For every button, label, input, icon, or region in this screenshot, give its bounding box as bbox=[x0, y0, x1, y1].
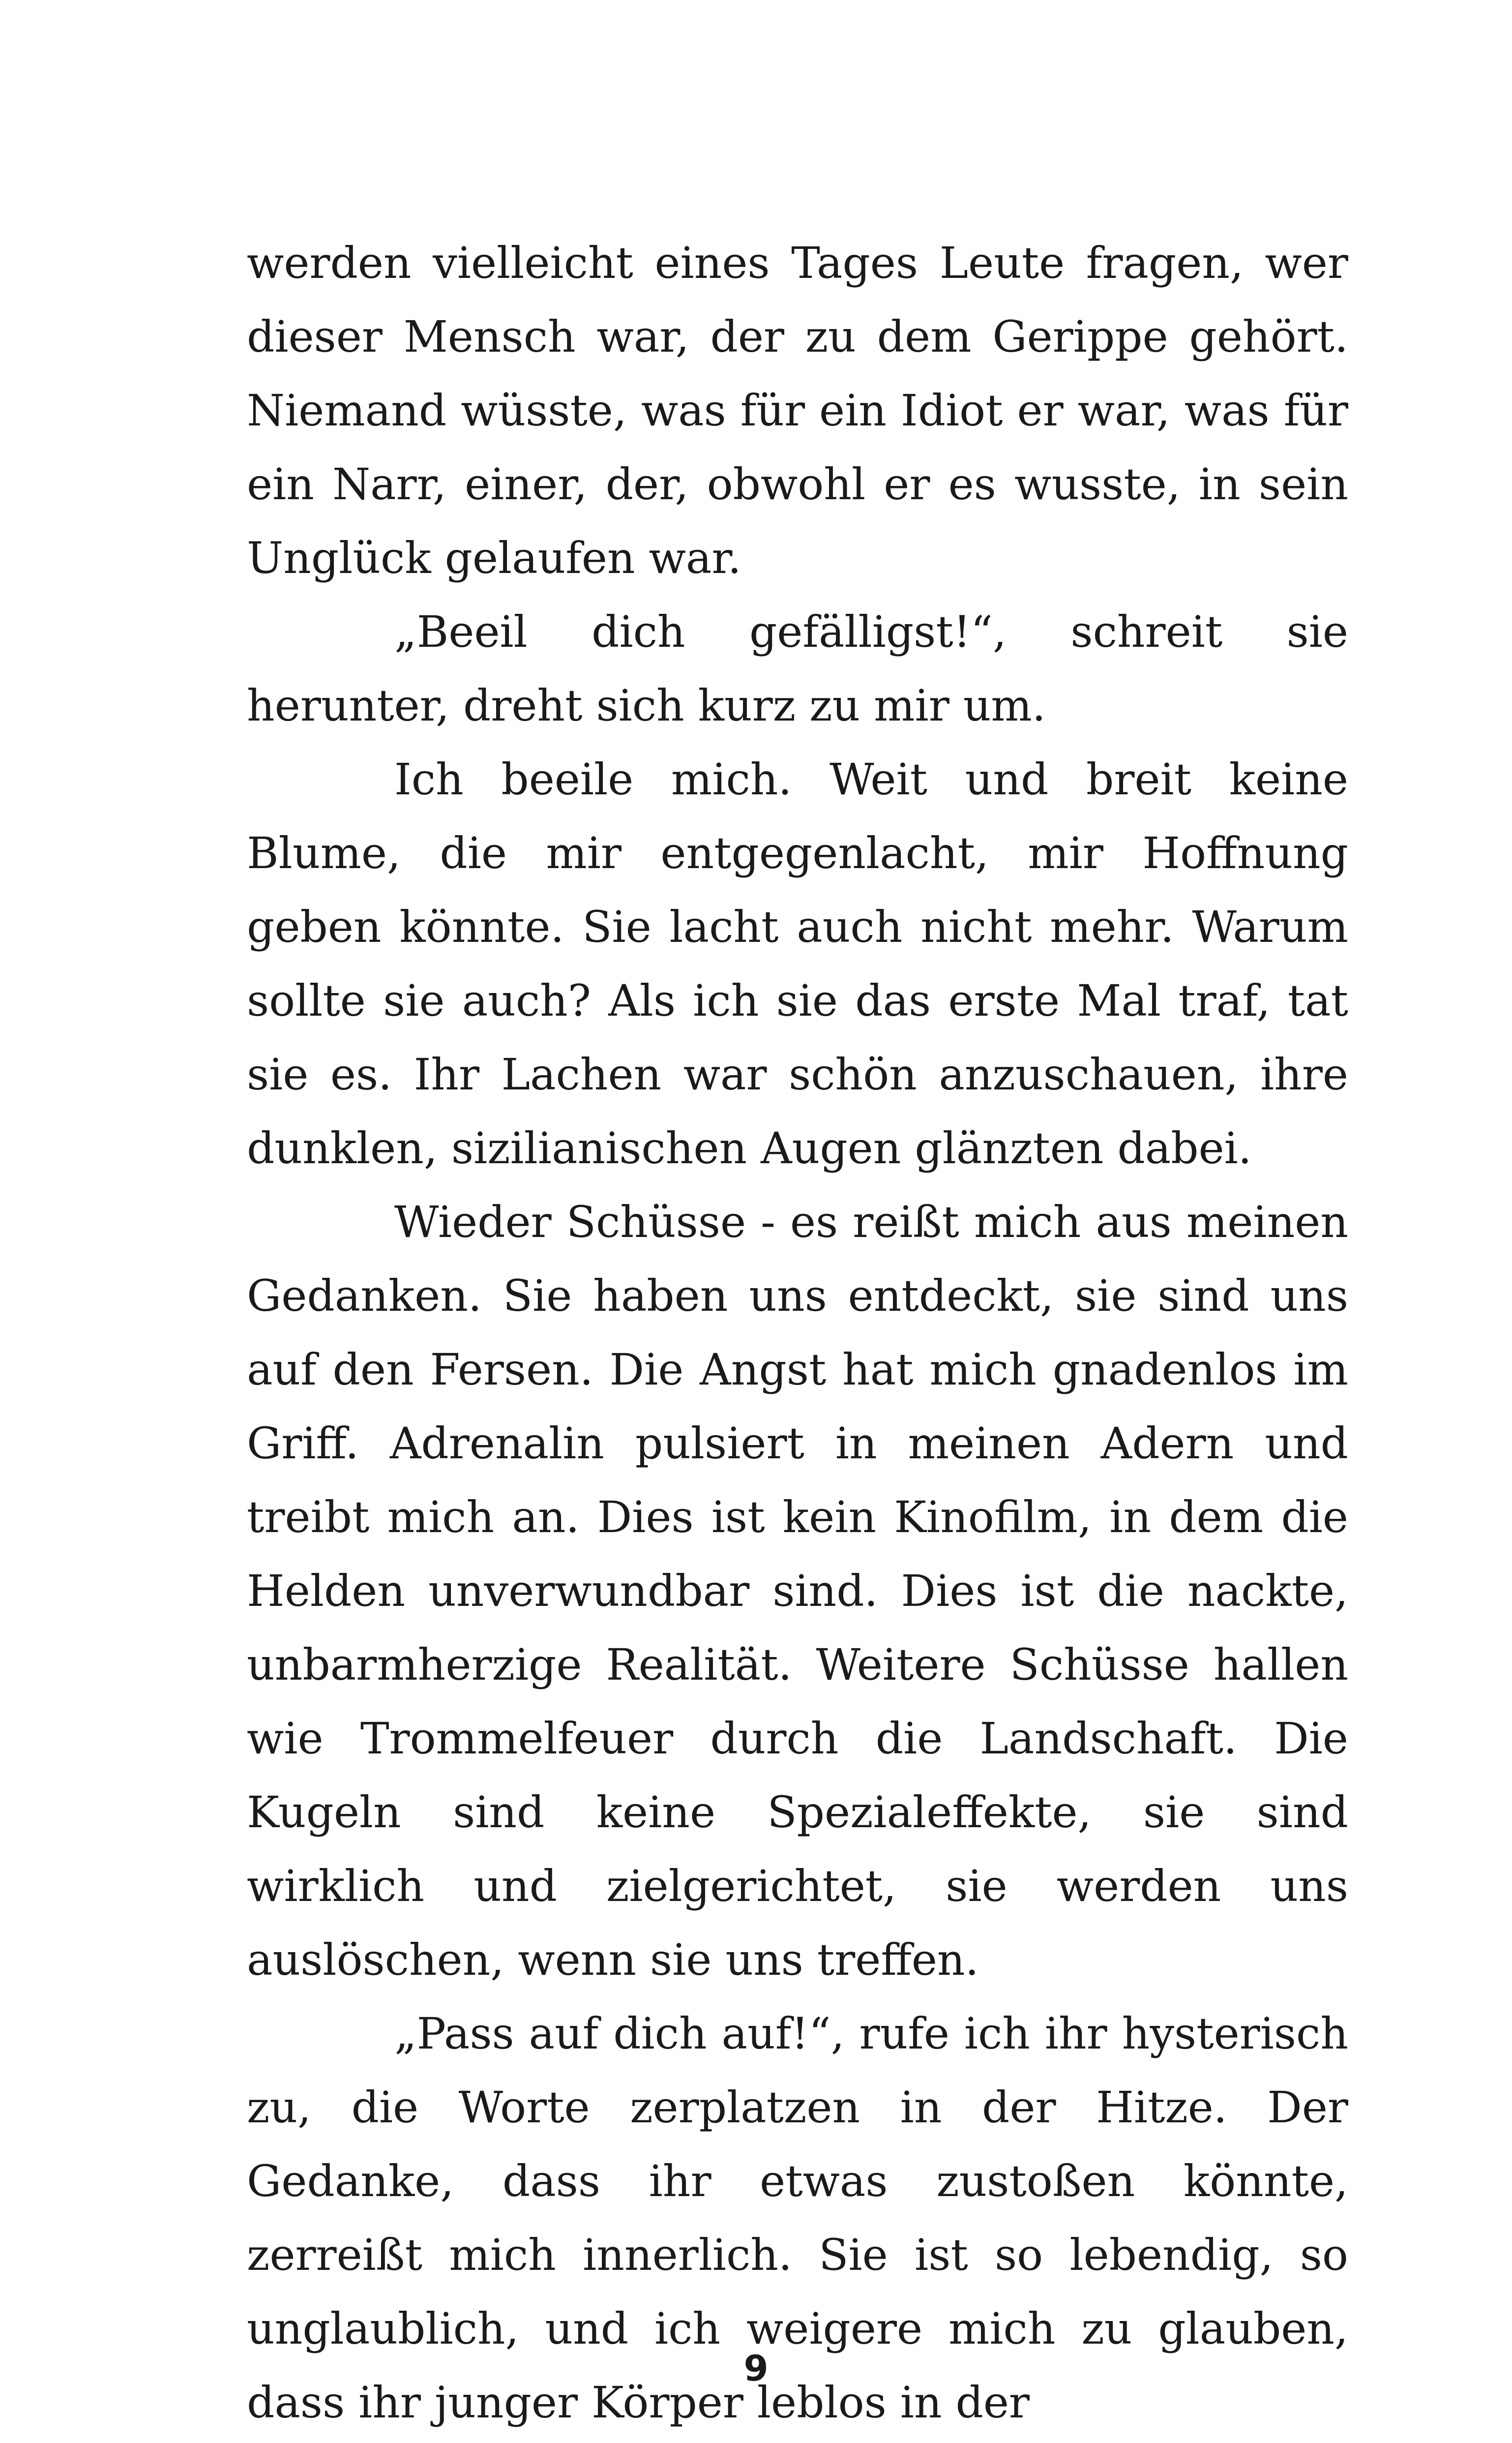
paragraph-take-care: „Pass auf dich auf!“, rufe ich ihr hysterisch zu, die Worte zerplatzen in der Hitze. Der Gedanke, dass ihr etwas zustoßen könnte, zerreißt mich innerlich. Sie ist so lebendig, so unglaublich, und ich weigere mich zu glauben, dass ihr junger Körper leblos in der bbox=[247, 2008, 1348, 2428]
paragraph-continuation: werden vielleicht eines Tages Leute fragen, wer dieser Mensch war, der zu dem Gerippe gehört. Niemand wüsste, was für ein Idiot er war, was für ein Narr, einer, der, obwohl er es wusste, in sein Unglück gelaufen war. bbox=[247, 238, 1348, 583]
paragraph-dialogue-hurry: „Beeil dich gefälligst!“, schreit sie herunter, dreht sich kurz zu mir um. bbox=[247, 606, 1348, 731]
paragraph-shots: Wieder Schüsse - es reißt mich aus meinen Gedanken. Sie haben uns entdeckt, sie sind uns auf den Fersen. Die Angst hat mich gnadenlos im Griff. Adrenalin pulsiert in meinen Adern und treibt mich an. Dies ist kein Kinofilm, in dem die Helden unverwundbar sind. Dies ist die nackte, unbarmherzige Realität. Weitere Schüsse hallen wie Trommelfeuer durch die Landschaft. Die Kugeln sind keine Spezialeffekte, sie sind wirklich und zielgerichtet, sie werden uns auslöschen, wenn sie uns treffen. bbox=[247, 1197, 1348, 1985]
paragraph-no-flower: Ich beeile mich. Weit und breit keine Blume, die mir entgegenlacht, mir Hoffnung geben könnte. Sie lacht auch nicht mehr. Warum sollte sie auch? Als ich sie das erste Mal traf, tat sie es. Ihr Lachen war schön anzuschauen, ihre dunklen, sizilianischen Augen glänzten dabei. bbox=[247, 754, 1348, 1174]
page-number: 9 bbox=[743, 2348, 769, 2389]
body-text bbox=[247, 226, 1348, 2440]
